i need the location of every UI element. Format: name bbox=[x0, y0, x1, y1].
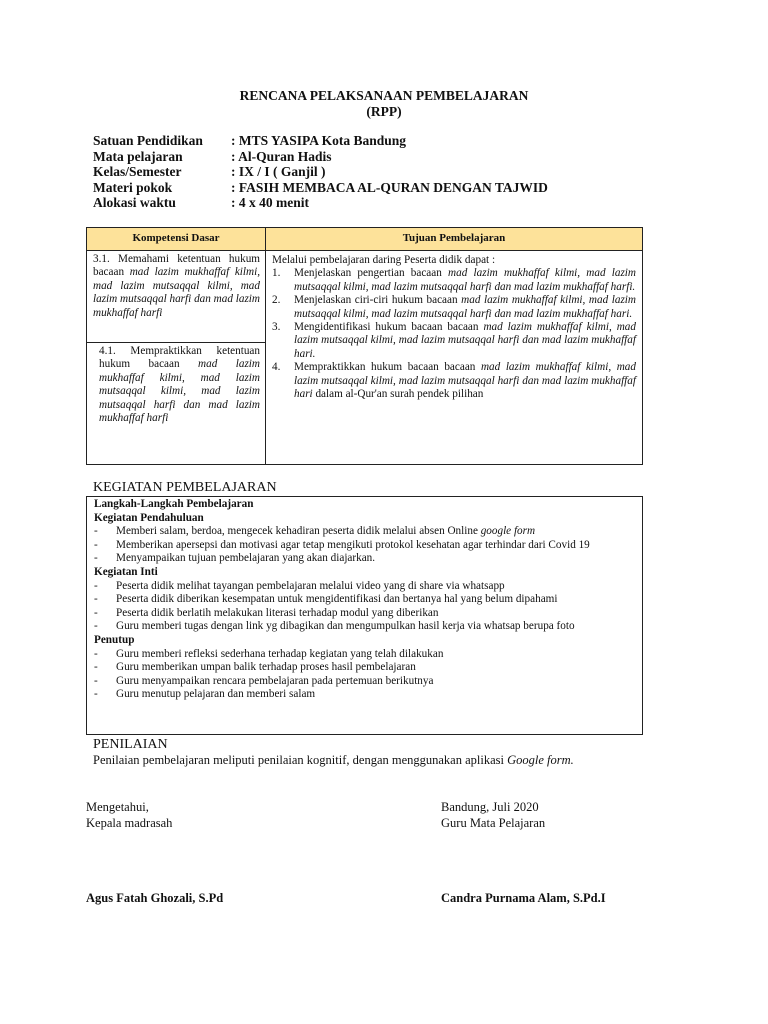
list-item: - Memberikan apersepsi dan motivasi agar tetap mengikuti protokol kesehatan agar terhindar dari Covid 19 bbox=[94, 538, 590, 551]
list-item: - Guru menyampaikan rencara pembelajaran pada pertemuan berikutnya bbox=[94, 674, 434, 687]
penilaian-text: Penilaian pembelajaran meliputi penilaian kognitif, dengan menggunakan aplikasi Google form. bbox=[93, 753, 574, 767]
header-kompetensi-dasar: Kompetensi Dasar bbox=[87, 228, 266, 250]
document-title: RENCANA PELAKSANAAN PEMBELAJARAN bbox=[239, 88, 529, 103]
list-item: 4. Mempraktikkan hukum bacaan bacaan mad lazim mukhaffaf kilmi, mad lazim mutsaqqal kilmi, mad lazim mutsaqqal harfi dan mad lazim mukhaffaf hari dalam al-Qur'an surah pendek pilihan bbox=[272, 361, 636, 401]
identity-row: Materi pokok : FASIH MEMBACA AL-QURAN DENGAN TAJWID bbox=[93, 179, 548, 195]
penilaian-heading: PENILAIAN bbox=[93, 737, 168, 752]
teacher-name: Candra Purnama Alam, S.Pd.I bbox=[441, 891, 606, 905]
tp-column bbox=[266, 251, 642, 465]
list-item: - Peserta didik melihat tayangan pembelajaran melalui video yang di share via whatsapp bbox=[94, 579, 505, 592]
langkah-title: Langkah-Langkah Pembelajaran bbox=[94, 498, 254, 510]
identity-row: Mata pelajaran : Al-Quran Hadis bbox=[93, 148, 332, 164]
kegiatan-heading: KEGIATAN PEMBELAJARAN bbox=[93, 480, 277, 495]
identity-row: Satuan Pendidikan : MTS YASIPA Kota Bandung bbox=[93, 133, 407, 148]
list-item: - Menyampaikan tujuan pembelajaran yang akan diajarkan. bbox=[94, 552, 376, 565]
list-item: - Guru memberi tugas dengan link yg dibagikan dan mengumpulkan hasil kerja via whatsap berupa foto bbox=[94, 620, 575, 633]
pendahuluan-list bbox=[94, 525, 642, 566]
table-header bbox=[87, 228, 642, 251]
tp-intro: Melalui pembelajaran daring Peserta didik dapat : bbox=[272, 254, 496, 266]
kd-3-1: 3.1. Memahami ketentuan hukum bacaan mad lazim mukhaffaf kilmi, mad lazim mutsaqqal kilmi, mad lazim mutsaqqal harfi dan mad lazim mukhaffaf harfi bbox=[87, 251, 265, 343]
inti-title: Kegiatan Inti bbox=[94, 565, 158, 578]
pendahuluan-title: Kegiatan Pendahuluan bbox=[94, 511, 204, 524]
list-item: - Guru memberi refleksi sederhana terhadap kegiatan yang telah dilakukan bbox=[94, 647, 444, 660]
list-item: - Memberi salam, berdoa, mengecek kehadiran peserta didik melalui absen Online google form bbox=[94, 525, 536, 538]
document-subtitle: (RPP) bbox=[366, 104, 402, 119]
kd-column bbox=[87, 251, 266, 465]
tp-list bbox=[272, 267, 636, 401]
table-body bbox=[87, 251, 642, 465]
list-item: 1. Menjelaskan pengertian bacaan mad lazim mukhaffaf kilmi, mad lazim mutsaqqal kilmi, mad lazim mutsaqqal harfi dan mad lazim mukhaffaf harfi. bbox=[272, 267, 636, 293]
kegiatan-box bbox=[86, 496, 643, 735]
kd-4-1: 4.1. Mempraktikkan ketentuan hukum bacaan mad lazim mukhaffaf kilmi, mad lazim mutsaqqal kilmi, mad lazim mutsaqqal harfi dan mad lazim mukhaffaf harfi bbox=[99, 345, 260, 425]
list-item: - Peserta didik diberikan kesempatan untuk mengidentifikasi dan bertanya hal yang belum dipahami bbox=[94, 593, 558, 606]
penutup-list bbox=[94, 648, 642, 702]
principal-name: Agus Fatah Ghozali, S.Pd bbox=[86, 891, 224, 905]
inti-list bbox=[94, 580, 642, 634]
identity-row: Kelas/Semester : IX / I ( Ganjil ) bbox=[93, 164, 326, 180]
identity-row: Alokasi waktu : 4 x 40 menit bbox=[93, 195, 309, 211]
signature-left: Mengetahui, Kepala madrasah bbox=[86, 800, 173, 830]
list-item: 2. Menjelaskan ciri-ciri hukum bacaan mad lazim mukhaffaf kilmi, mad lazim mutsaqqal kilmi, mad lazim mutsaqqal harfi dan mad lazim mukhaffaf hari. bbox=[272, 294, 636, 320]
penutup-title: Penutup bbox=[94, 633, 135, 646]
identity-block bbox=[93, 133, 548, 211]
signature-right: Bandung, Juli 2020 Guru Mata Pelajaran bbox=[441, 800, 546, 830]
list-item: - Guru menutup pelajaran dan memberi salam bbox=[94, 688, 316, 701]
kd-tp-table bbox=[86, 227, 643, 465]
header-tujuan-pembelajaran: Tujuan Pembelajaran bbox=[402, 232, 506, 245]
list-item: - Peserta didik berlatih melakukan literasi terhadap modul yang diberikan bbox=[94, 606, 439, 619]
list-item: 3. Mengidentifikasi hukum bacaan bacaan mad lazim mukhaffaf kilmi, mad lazim mutsaqqal kilmi, mad lazim mutsaqqal harfi dan mad lazim mukhaffaf hari. bbox=[272, 321, 636, 360]
list-item: - Guru memberikan umpan balik terhadap proses hasil pembelajaran bbox=[94, 661, 416, 674]
